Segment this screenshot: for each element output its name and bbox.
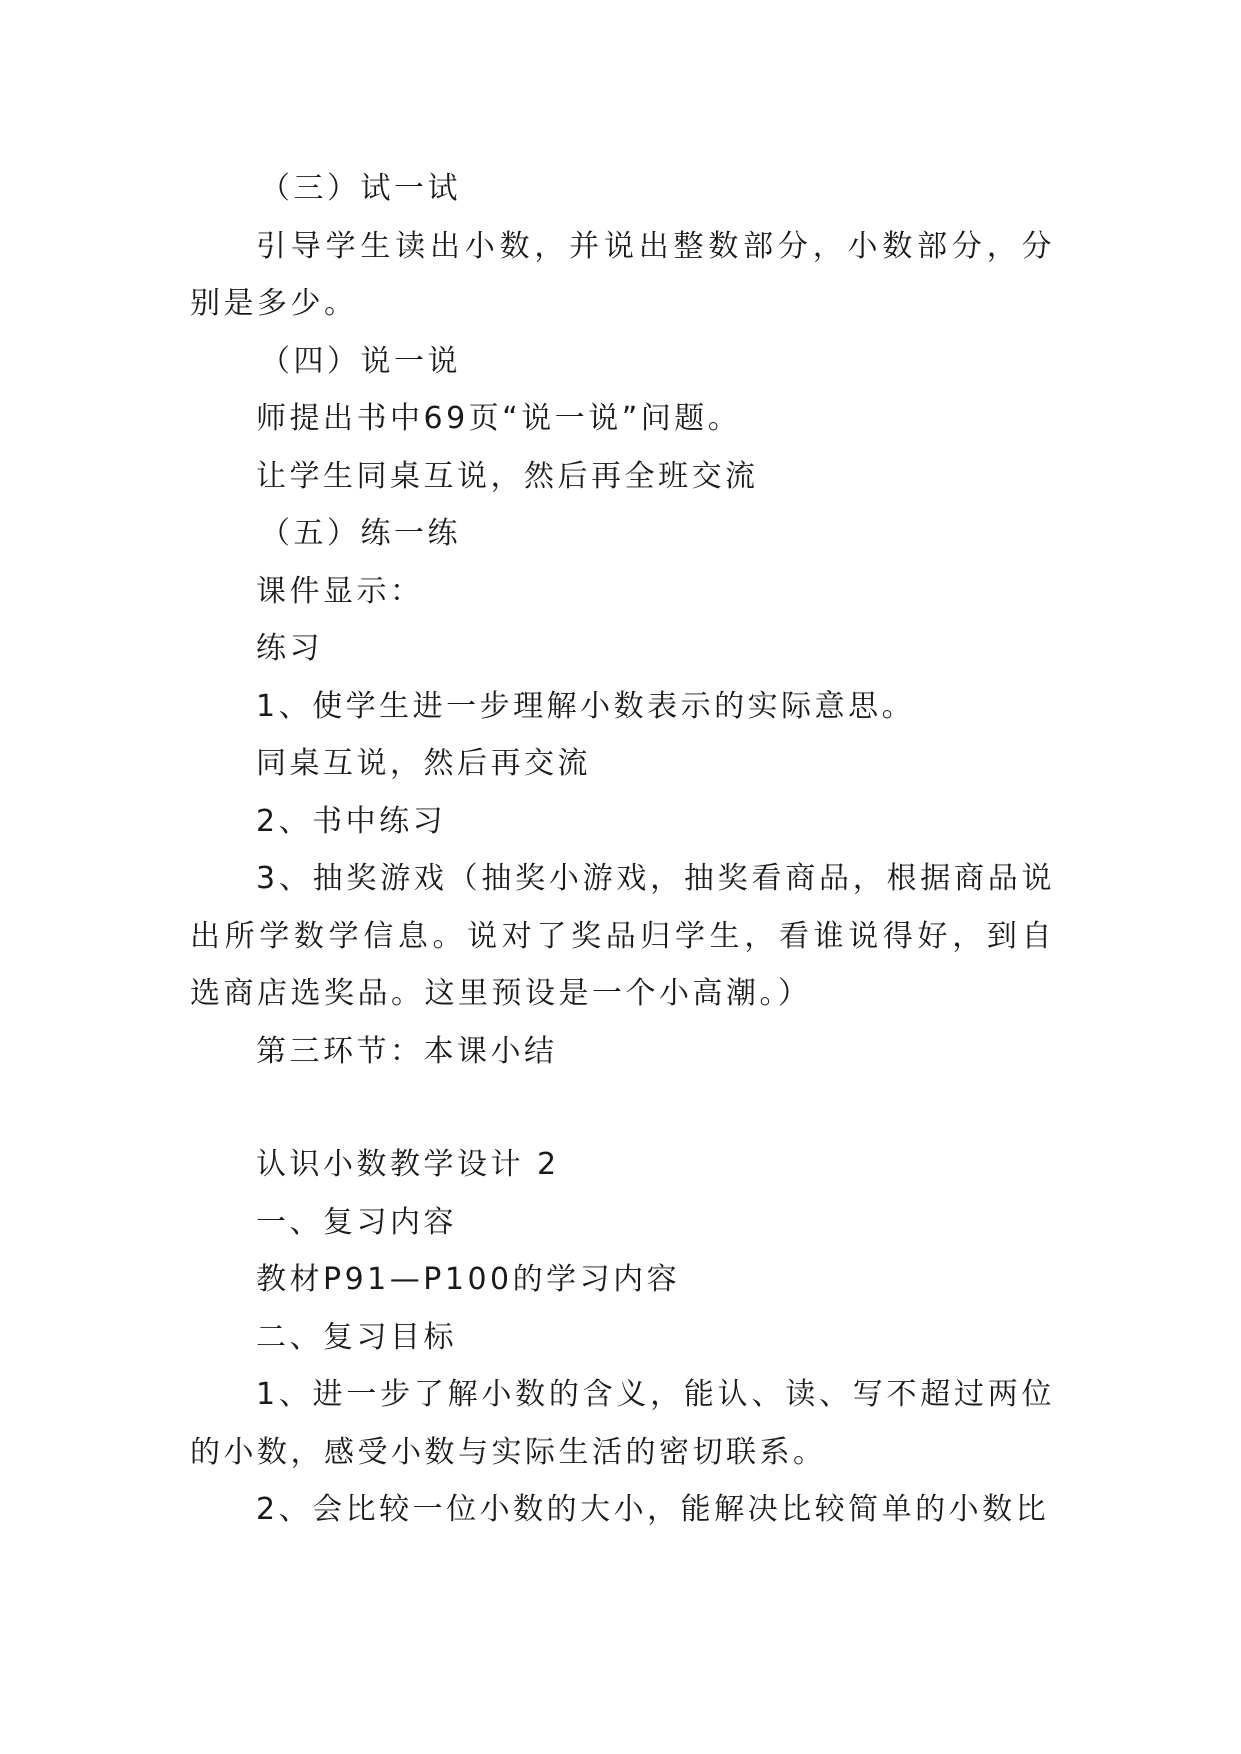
paragraph: 1、使学生进一步理解小数表示的实际意思。: [256, 688, 916, 724]
paragraph: 同桌互说，然后再交流: [256, 746, 591, 781]
paragraph: 引导学生读出小数，并说出整数部分，小数部分，分别是多少。: [190, 228, 1055, 321]
heading-say-it: （四）说一说: [260, 343, 461, 379]
paragraph: 1、进一步了解小数的含义，能认、读、写不超过两位的小数，感受小数与实际生活的密切联系。: [190, 1377, 1055, 1470]
section-gap: [190, 1080, 1055, 1136]
paragraph: 让学生同桌互说，然后再全班交流: [256, 458, 759, 494]
paragraph: 3、抽奖游戏（抽奖小游戏，抽奖看商品，根据商品说出所学数学信息。说对了奖品归学生，看谁说得好，到自选商店选奖品。这里预设是一个小高潮。）: [190, 861, 1055, 1011]
paragraph: 教材P91—P100的学习内容: [256, 1262, 681, 1297]
paragraph: 课件显示：: [256, 573, 424, 609]
heading-try-it: （三）试一试: [260, 171, 461, 206]
paragraph: 练习: [256, 631, 323, 666]
section-title: 认识小数教学设计 2: [256, 1147, 560, 1182]
heading-review-goals: 二、复习目标: [256, 1319, 457, 1355]
heading-practice: （五）练一练: [260, 516, 461, 551]
heading-review-content: 一、复习内容: [256, 1204, 457, 1240]
paragraph: 2、书中练习: [256, 803, 447, 839]
paragraph: 师提出书中69页“说一说”问题。: [256, 401, 742, 436]
paragraph: 第三环节：本课小结: [256, 1033, 558, 1069]
paragraph: 2、会比较一位小数的大小，能解决比较简单的小数比: [256, 1492, 1050, 1527]
document-body: [190, 160, 1055, 1539]
